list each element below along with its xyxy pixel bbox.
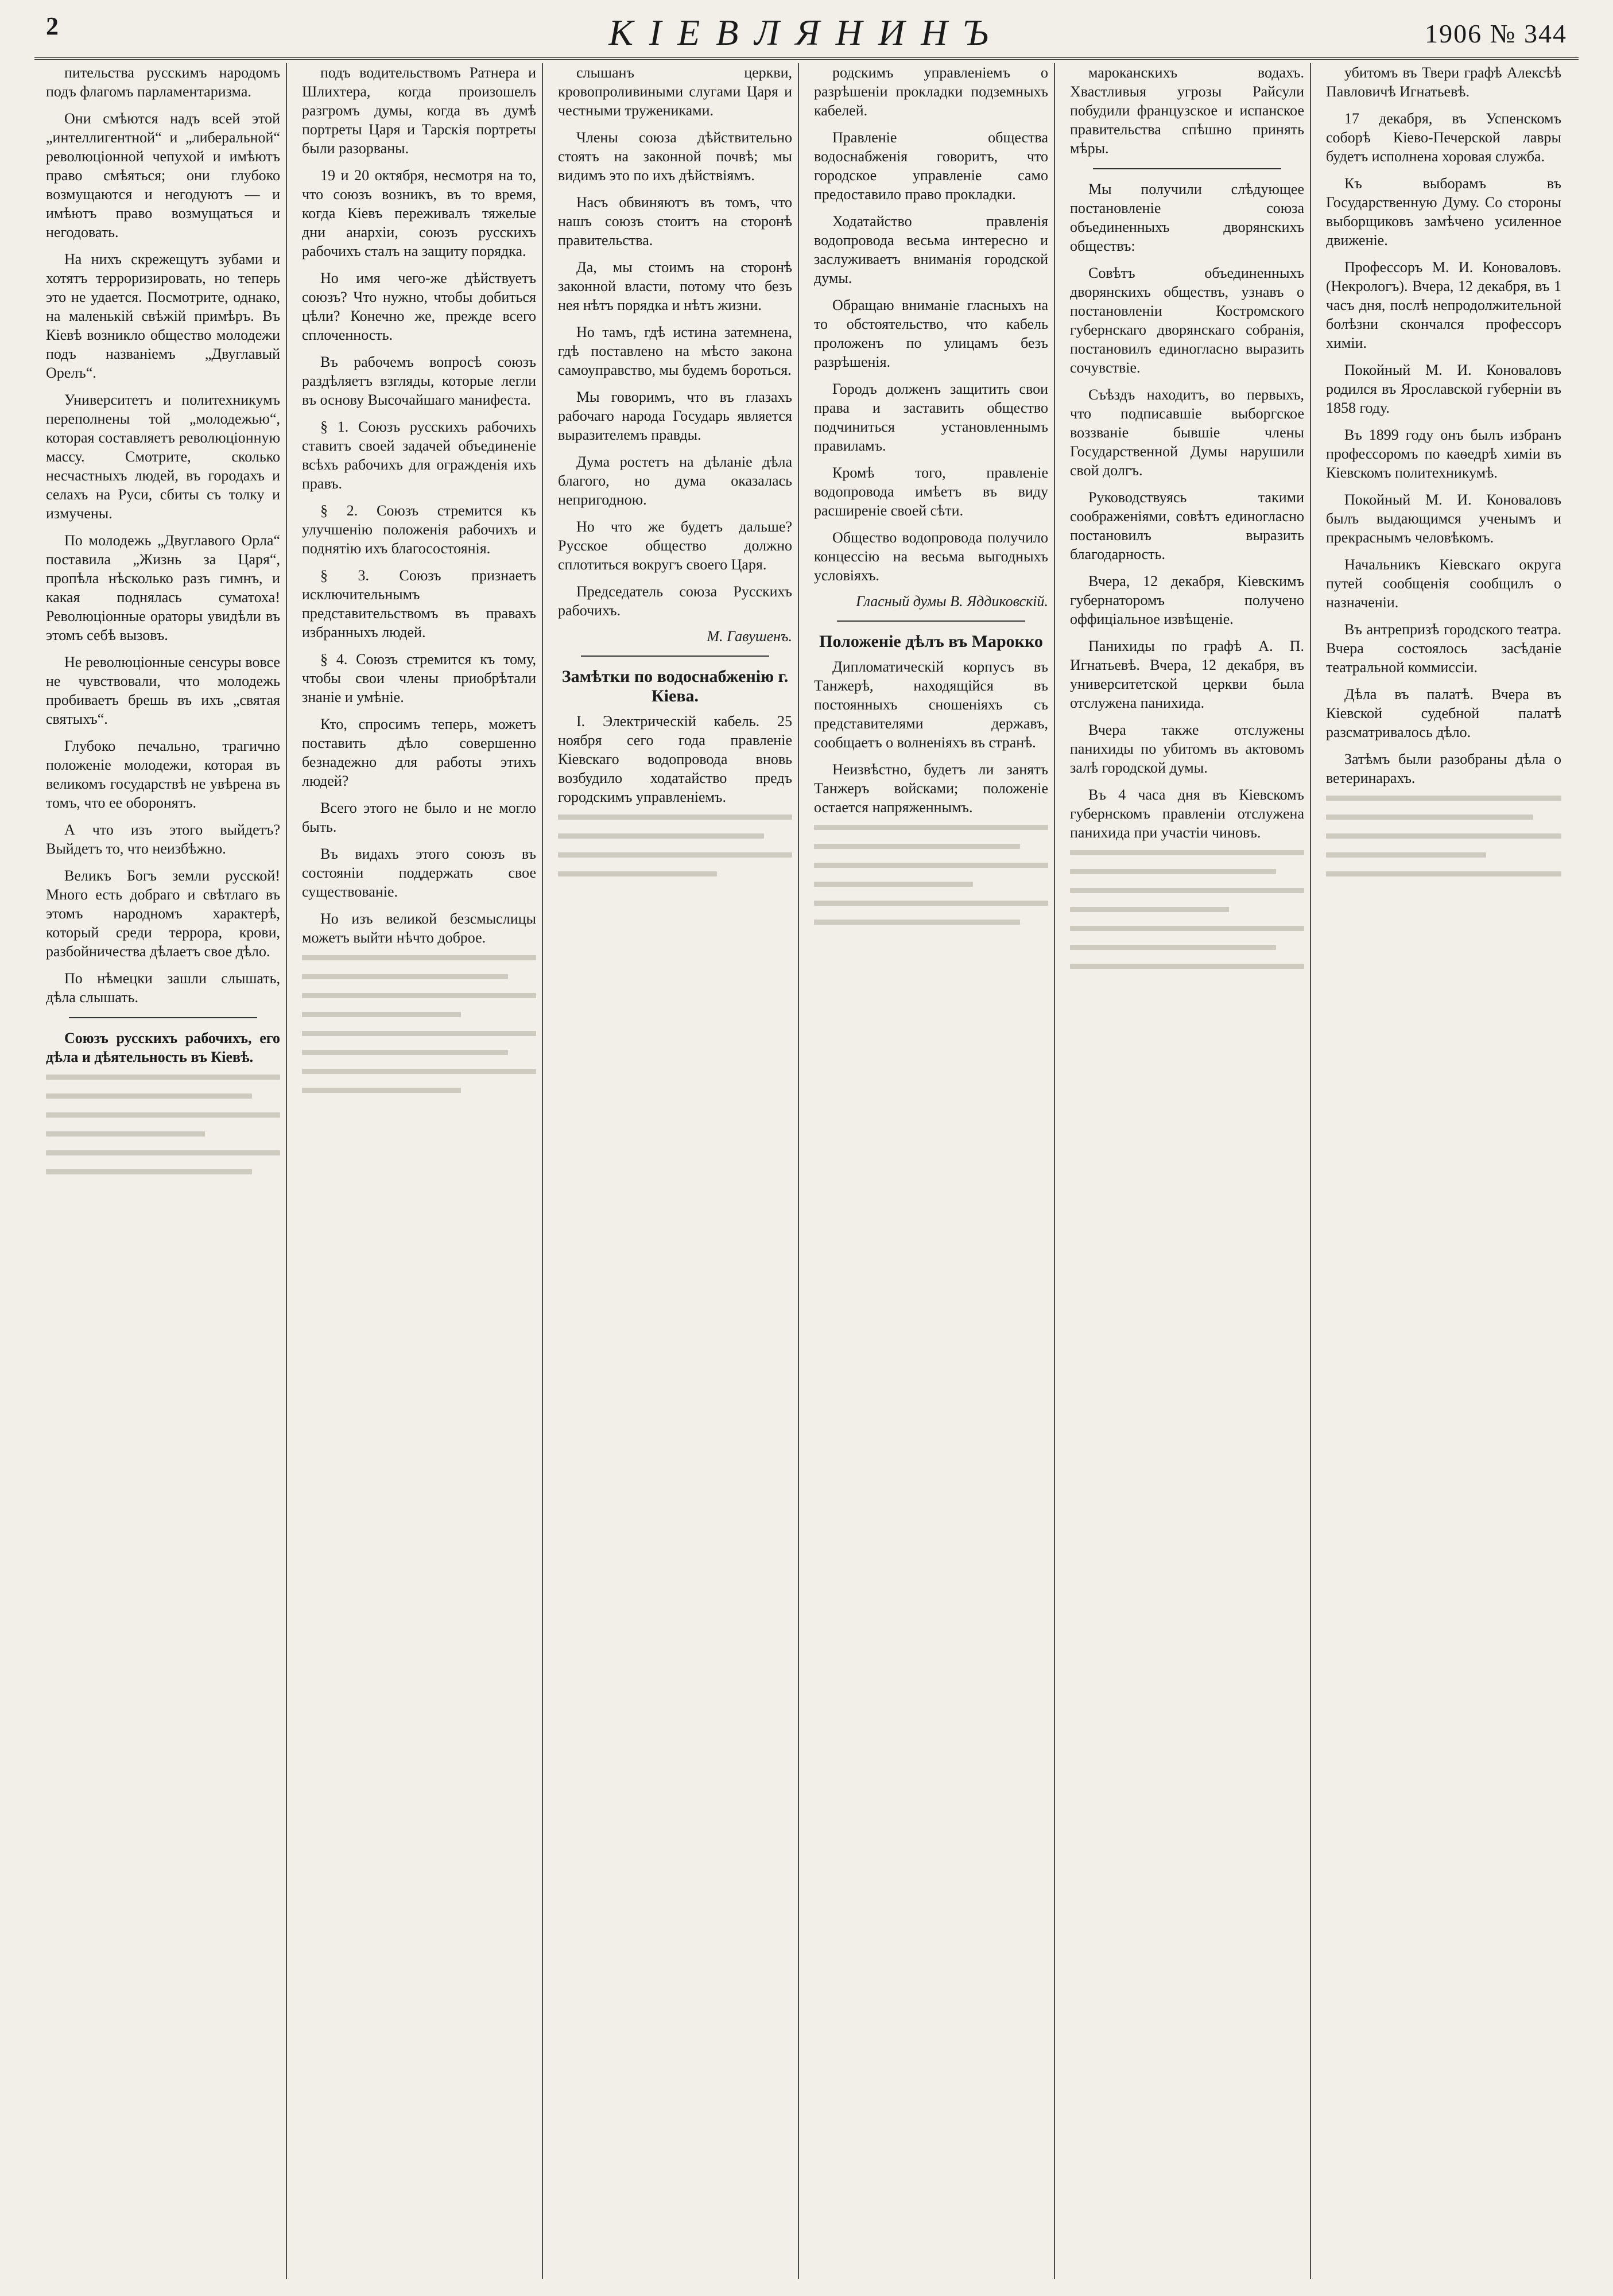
paragraph: Затѣмъ были разобраны дѣла о ветеринарахъ. bbox=[1326, 751, 1561, 786]
paragraph: Они смѣются надъ всей этой „интеллигентной“ и „либеральной“ революціонной чепухой и имѣютъ право смѣяться; они глубоко возмущаются и негодуютъ — и имѣютъ право возмущаться и негодовать. bbox=[46, 110, 280, 241]
paragraph: Въ антрепризѣ городского театра. Вчера состоялось засѣданіе театральной коммиссіи. bbox=[1326, 621, 1561, 676]
paragraph: Начальникъ Кіевскаго округа путей сообщенія сообщилъ о назначеніи. bbox=[1326, 556, 1561, 611]
paragraph: Вчера, 12 декабря, Кіевскимъ губернаторомъ получено оффиціальное извѣщеніе. bbox=[1070, 573, 1304, 627]
paragraph: Въ рабочемъ вопросѣ союзъ раздѣляетъ взгляды, которые легли въ основу Высочайшаго манифеста. bbox=[302, 354, 536, 408]
paragraph: Кромѣ того, правленіе водопровода имѣетъ въ виду расширеніе своей сѣти. bbox=[814, 464, 1048, 519]
page-number: 2 bbox=[46, 12, 59, 40]
paragraph: мароканскихъ водахъ. Хвастливыя угрозы Райсули побудили французское и испанское правительства спѣшно принять мѣры. bbox=[1070, 64, 1304, 157]
column-6 bbox=[1326, 63, 1567, 2279]
paragraph: Правленіе общества водоснабженія говоритъ, что городское управленіе само предоставило право прокладки. bbox=[814, 129, 1048, 203]
paragraph: Въ видахъ этого союзъ въ состояніи поддержать свое существованіе. bbox=[302, 846, 536, 900]
paragraph: § 2. Союзъ стремится къ улучшенію положенія рабочихъ и поднятію ихъ благосостоянія. bbox=[302, 502, 536, 557]
paragraph: Ходатайство правленія водопровода весьма интересно и заслуживаетъ вниманія городской думы. bbox=[814, 213, 1048, 286]
paragraph: Профессоръ М. И. Коноваловъ. (Некрологъ). Вчера, 12 декабря, въ 1 часъ дня, послѣ непродолжительной болѣзни скончался профессоръ химіи. bbox=[1326, 259, 1561, 351]
paragraph: Въ 4 часа дня въ Кіевскомъ губернскомъ правленіи отслужена панихида при участіи чиновъ. bbox=[1070, 786, 1304, 841]
column-5 bbox=[1070, 63, 1311, 2279]
text-columns bbox=[46, 63, 1567, 2279]
continued-text bbox=[558, 815, 792, 876]
divider bbox=[837, 620, 1025, 622]
paragraph: Панихиды по графѣ А. П. Игнатьевѣ. Вчера, 12 декабря, въ университетской церкви была отслужена панихида. bbox=[1070, 638, 1304, 711]
article-signature: Гласный думы В. Яддиковскій. bbox=[856, 593, 1048, 610]
continued-text bbox=[1070, 850, 1304, 969]
paragraph: Неизвѣстно, будетъ ли занятъ Танжеръ войсками; положеніе остается напряженнымъ. bbox=[814, 761, 1048, 816]
paragraph: Общество водопровода получило концессію на весьма выгодныхъ условіяхъ. bbox=[814, 529, 1048, 584]
newspaper-title: КІЕВЛЯНИНЪ bbox=[608, 12, 1005, 53]
paragraph: Съѣздъ находитъ, во первыхъ, что подписавшіе выборгское воззваніе бывшіе члены Государственной Думы нарушили свой долгъ. bbox=[1070, 386, 1304, 479]
paragraph: Глубоко печально, трагично положеніе молодежи, которая въ великомъ государствѣ не увѣрена въ томъ, что ее оборонятъ. bbox=[46, 738, 280, 811]
paragraph: I. Электрическій кабель. 25 ноября сего года правленіе Кіевскаго водопровода вновь возбудило ходатайство предъ городскимъ управленіемъ. bbox=[558, 713, 792, 805]
paragraph: § 1. Союзъ русскихъ рабочихъ ставитъ своей задачей объединеніе всѣхъ рабочихъ для огражденія ихъ правъ. bbox=[302, 418, 536, 492]
column-1 bbox=[46, 63, 287, 2279]
paragraph: убитомъ въ Твери графѣ Алексѣѣ Павловичѣ Игнатьевѣ. bbox=[1326, 64, 1561, 100]
paragraph: Великъ Богъ земли русской! Много есть добраго и свѣтлаго въ этомъ народномъ характерѣ, который среди террора, крови, разбойничества дѣлаетъ свое дѣло. bbox=[46, 867, 280, 960]
paragraph: Насъ обвиняютъ въ томъ, что нашъ союзъ стоитъ на сторонѣ правительства. bbox=[558, 194, 792, 249]
article-signature: М. Гавушенъ. bbox=[707, 628, 792, 645]
issue-number: 1906 № 344 bbox=[1425, 19, 1567, 48]
paragraph: Мы получили слѣдующее постановленіе союза объединенныхъ дворянскихъ обществъ: bbox=[1070, 181, 1304, 254]
paragraph: Председатель союза Русскихъ рабочихъ. bbox=[558, 583, 792, 619]
paragraph: Но имя чего-же дѣйствуетъ союзъ? Что нужно, чтобы добиться цѣли? Конечно же, прежде всего сплоченность. bbox=[302, 270, 536, 343]
paragraph: Дѣла въ палатѣ. Вчера въ Кіевской судебной палатѣ разсматривалось дѣло. bbox=[1326, 686, 1561, 740]
masthead bbox=[34, 11, 1579, 60]
divider bbox=[69, 1017, 257, 1018]
paragraph: На нихъ скрежещутъ зубами и хотятъ терроризировать, но теперь это не удается. Посмотрите, однако, на маленькій свѣжій примѣръ. Въ Кіевѣ возникло общество молодежи подъ названіемъ „Двуглавый Орелъ“. bbox=[46, 251, 280, 381]
continued-text bbox=[302, 955, 536, 1093]
continued-text bbox=[46, 1075, 280, 1174]
paragraph: По молодежь „Двуглавого Орла“ поставила „Жизнь за Царя“, пропѣла нѣсколько разъ гимнъ, и какая поднялась суматоха! Революціонные ораторы увидѣли въ этомъ себѣ вызовъ. bbox=[46, 532, 280, 643]
continued-text bbox=[814, 825, 1048, 925]
paragraph: Мы говоримъ, что въ глазахъ рабочаго народа Государь является выразителемъ правды. bbox=[558, 389, 792, 443]
paragraph: Покойный М. И. Коноваловъ былъ выдающимся ученымъ и прекраснымъ человѣкомъ. bbox=[1326, 491, 1561, 546]
paragraph: Дума ростетъ на дѣланіе дѣла благого, но дума оказалась непригодною. bbox=[558, 453, 792, 508]
article-heading: Замѣтки по водоснабженію г. Кіева. bbox=[561, 667, 789, 705]
paragraph: А что изъ этого выйдетъ? Выйдетъ то, что неизбѣжно. bbox=[46, 821, 280, 857]
paragraph: Городъ долженъ защитить свои права и заставить общество подчиниться установленнымъ правиламъ. bbox=[814, 381, 1048, 454]
paragraph: Но что же будетъ дальше? Русское общество должно сплотиться вокругъ своего Царя. bbox=[558, 518, 792, 573]
article-heading: Положеніе дѣлъ въ Марокко bbox=[819, 632, 1043, 651]
paragraph: § 4. Союзъ стремится къ тому, чтобы свои члены приобрѣтали знаніе и умѣніе. bbox=[302, 651, 536, 705]
paragraph: Обращаю вниманіе гласныхъ на то обстоятельство, что кабель проложенъ по улицамъ безъ разрѣшенія. bbox=[814, 297, 1048, 370]
paragraph: Въ 1899 году онъ былъ избранъ профессоромъ по каѳедрѣ химіи въ Кіевскомъ политехникумѣ. bbox=[1326, 426, 1561, 481]
paragraph: По нѣмецки зашли слышать, дѣла слышать. bbox=[46, 970, 280, 1006]
article-heading: Союзъ русскихъ рабочихъ, его дѣла и дѣятельность въ Кіевѣ. bbox=[46, 1030, 280, 1065]
paragraph: Не революціонные сенсуры вовсе не чувствовали, что молодежь пробиваетъ брешь въ ихъ „святая святыхъ“. bbox=[46, 654, 280, 727]
paragraph: Руководствуясь такими соображеніями, совѣтъ единогласно постановилъ выразить благодарность. bbox=[1070, 489, 1304, 563]
paragraph: Но тамъ, гдѣ истина затемнена, гдѣ поставлено на мѣсто закона самоуправство, мы будемъ бороться. bbox=[558, 324, 792, 378]
paragraph: 17 декабря, въ Успенскомъ соборѣ Кіево-Печерской лавры будетъ исполнена хоровая служба. bbox=[1326, 110, 1561, 165]
paragraph: родскимъ управленіемъ о разрѣшеніи прокладки подземныхъ кабелей. bbox=[814, 64, 1048, 119]
divider bbox=[1093, 168, 1281, 169]
paragraph: § 3. Союзъ признаетъ исключительнымъ представительствомъ въ правахъ избранныхъ людей. bbox=[302, 567, 536, 641]
paragraph: слышанъ церкви, кровопроливиными слугами Царя и честными тружениками. bbox=[558, 64, 792, 119]
paragraph: Члены союза дѣйствительно стоятъ на законной почвѣ; мы видимъ это по ихъ дѣйствіямъ. bbox=[558, 129, 792, 184]
divider bbox=[581, 656, 769, 657]
paragraph: Къ выборамъ въ Государственную Думу. Со стороны выборщиковъ замѣчено усиленное движеніе. bbox=[1326, 175, 1561, 249]
paragraph: Покойный М. И. Коноваловъ родился въ Ярославской губерніи въ 1858 году. bbox=[1326, 362, 1561, 416]
paragraph: Университетъ и политехникумъ переполнены той „молодежью“, которая составляетъ революціонную массу. Смотрите, сколько несчастныхъ людей, въ городахъ и селахъ на Руси, сбиты съ толку и измучены. bbox=[46, 391, 280, 522]
paragraph: Вчера также отслужены панихиды по убитомъ въ актовомъ залѣ городской думы. bbox=[1070, 722, 1304, 776]
column-3 bbox=[558, 63, 799, 2279]
paragraph: Всего этого не было и не могло быть. bbox=[302, 800, 536, 835]
paragraph: Совѣтъ объединенныхъ дворянскихъ обществъ, узнавъ о постановленіи Костромского губернскаго дворянскаго собранія, постановилъ единогласно выразить сочувствіе. bbox=[1070, 265, 1304, 376]
paragraph: пительства русскимъ народомъ подъ флагомъ парламентаризма. bbox=[46, 64, 280, 100]
paragraph: Но изъ великой безсмыслицы можетъ выйти нѣчто доброе. bbox=[302, 910, 536, 946]
paragraph: Кто, спросимъ теперь, можетъ поставить дѣло совершенно безнадежно для работы этихъ людей? bbox=[302, 716, 536, 789]
paragraph: 19 и 20 октября, несмотря на то, что союзъ возникъ, въ то время, когда Кіевъ переживалъ тяжелые дни анархіи, союзъ русскихъ рабочихъ сталъ на защиту порядка. bbox=[302, 167, 536, 259]
continued-text bbox=[1326, 796, 1561, 876]
paragraph: Дипломатическій корпусъ въ Танжерѣ, находящійся въ постоянныхъ сношеніяхъ съ представителями державъ, сообщаетъ о волненіяхъ въ странѣ. bbox=[814, 658, 1048, 751]
paragraph: Да, мы стоимъ на сторонѣ законной власти, потому что безъ нея нѣтъ порядка и нѣтъ жизни. bbox=[558, 259, 792, 313]
paragraph: подъ водительствомъ Ратнера и Шлихтера, когда произошелъ разгромъ думы, когда въ думѣ портреты Царя и Тарскія портреты были разорваны. bbox=[302, 64, 536, 157]
column-2 bbox=[302, 63, 543, 2279]
column-4 bbox=[814, 63, 1055, 2279]
